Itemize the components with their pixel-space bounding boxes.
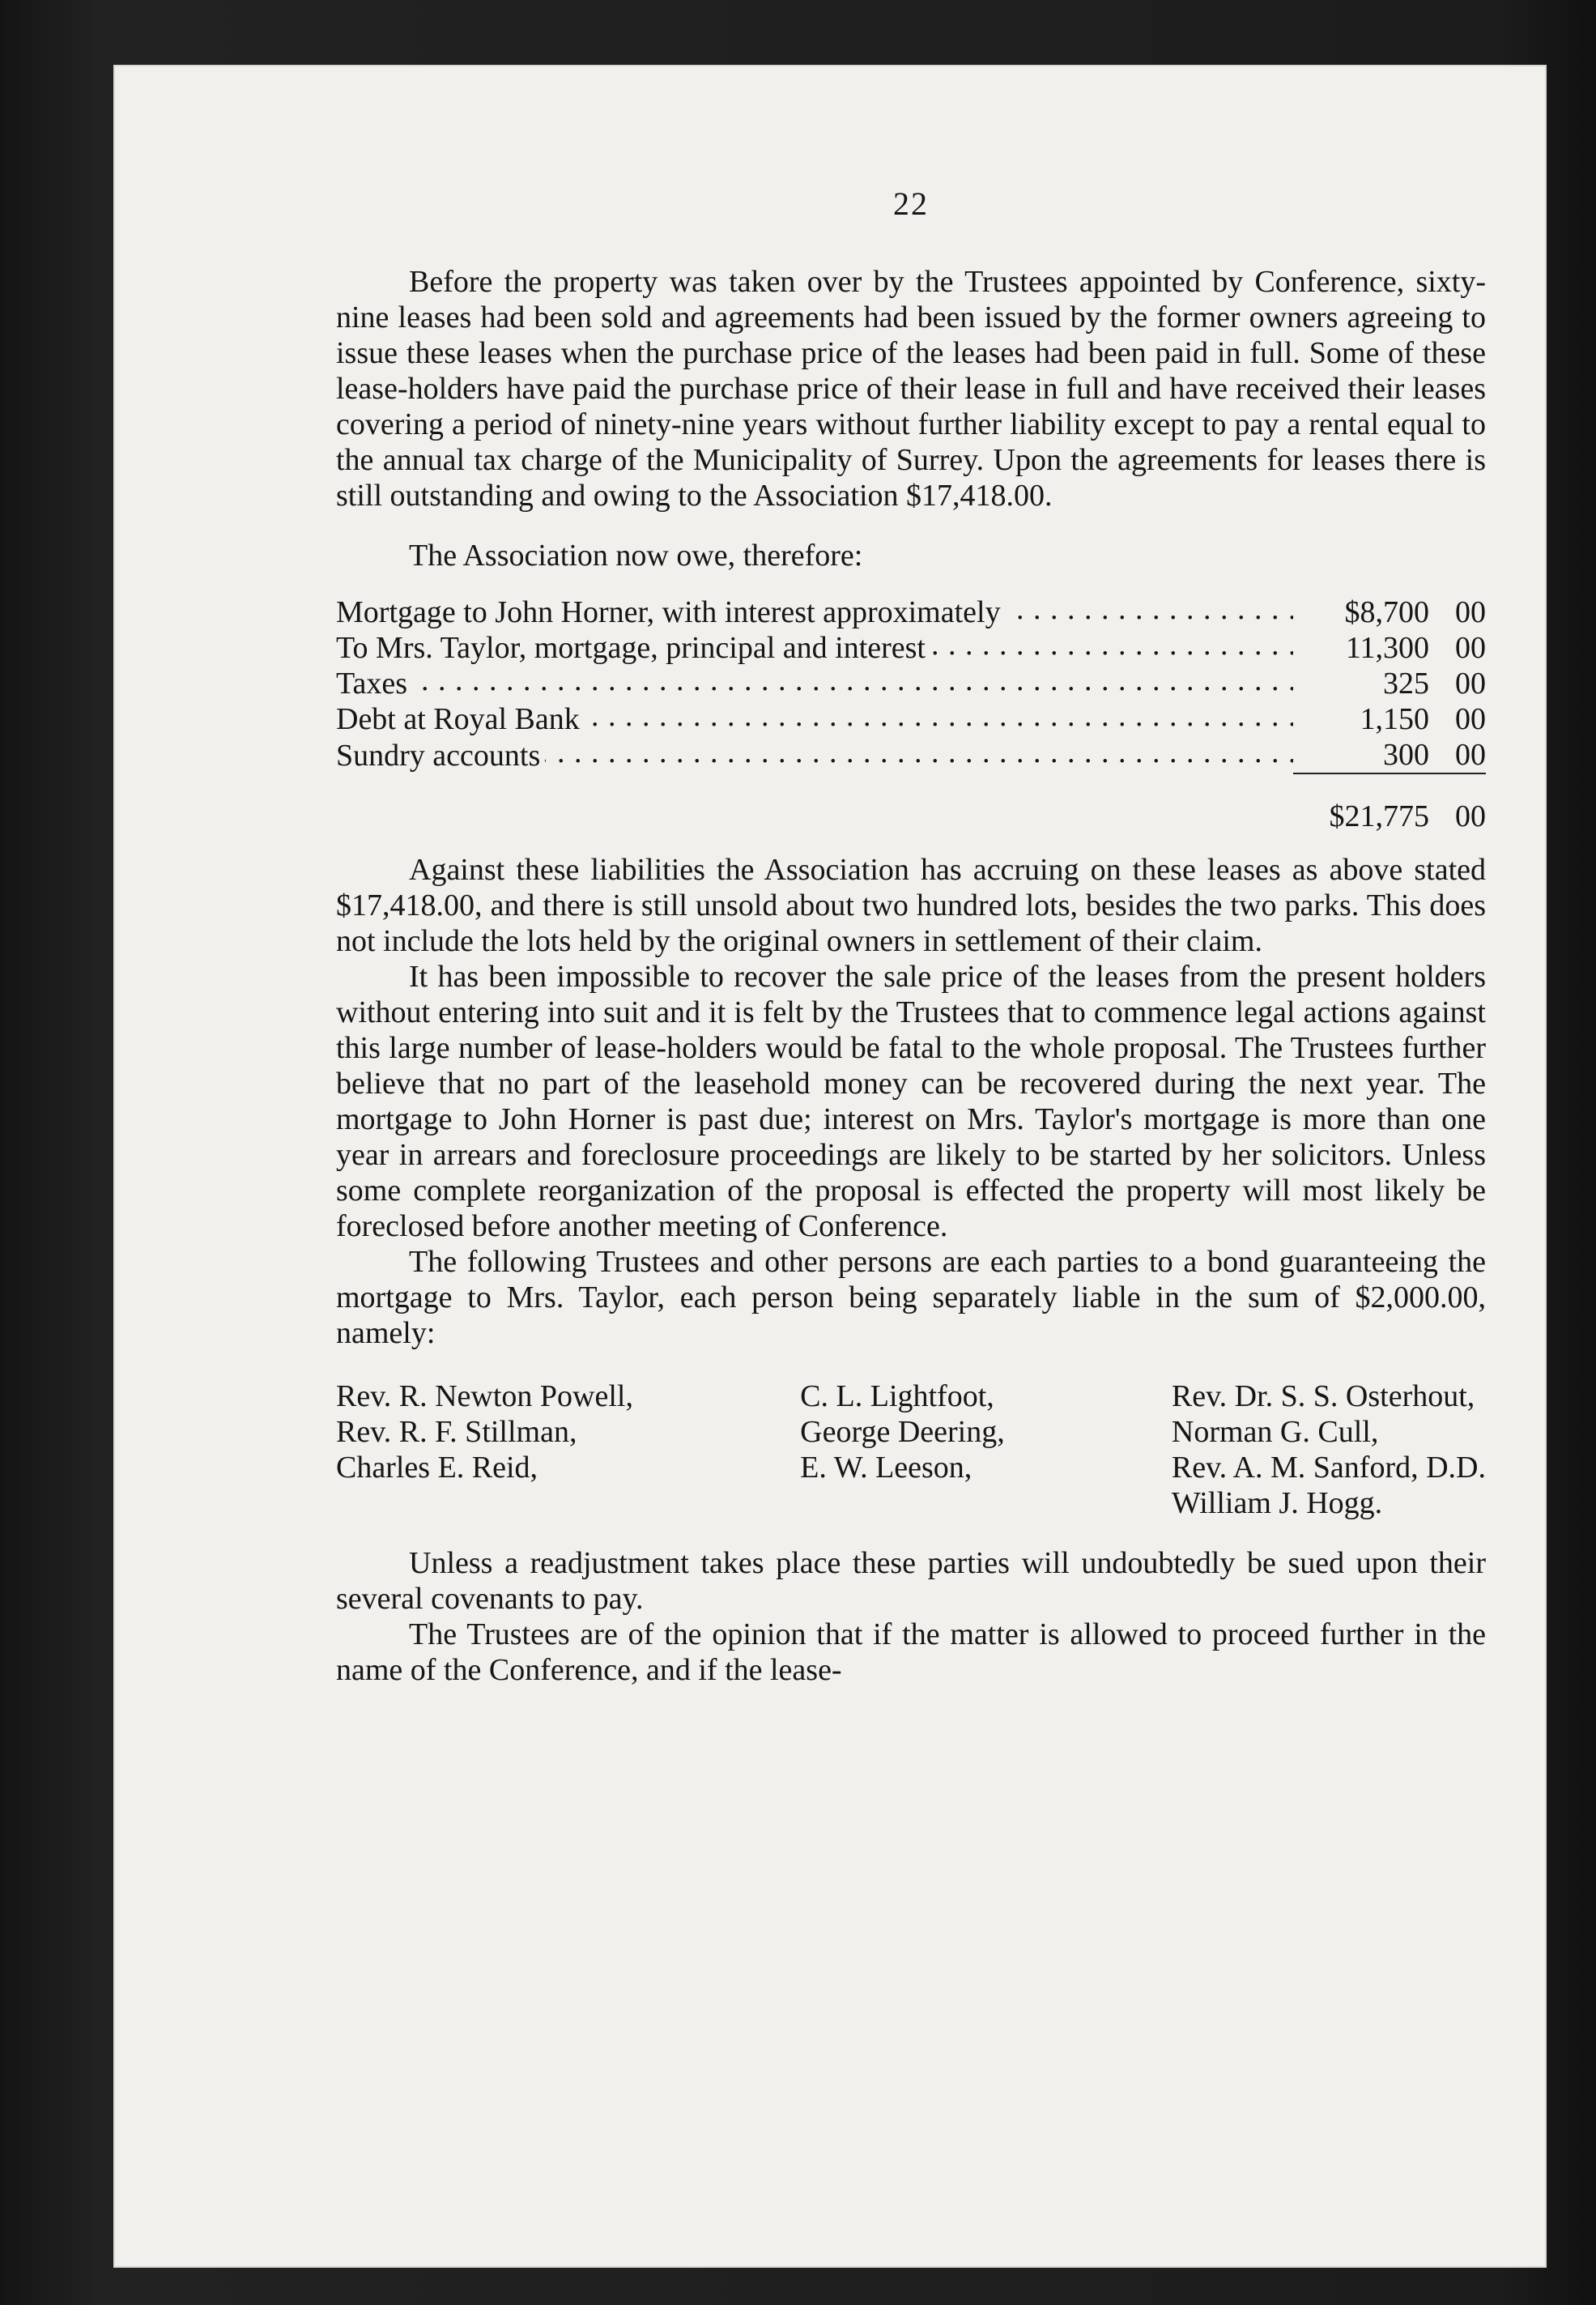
page-content bbox=[336, 186, 1486, 1688]
liability-dollars: $8,700 bbox=[1344, 595, 1429, 629]
guarantor-name: Rev. R. F. Stillman, bbox=[336, 1415, 577, 1449]
guarantor-column bbox=[1172, 1378, 1486, 1521]
liability-label: Sundry accounts bbox=[336, 739, 545, 773]
liability-row bbox=[336, 701, 1486, 737]
guarantor-name: E. W. Leeson, bbox=[800, 1451, 972, 1485]
liability-label: To Mrs. Taylor, mortgage, principal and interest bbox=[336, 631, 930, 665]
guarantor-name: Norman G. Cull, bbox=[1171, 1415, 1379, 1449]
total-row bbox=[336, 794, 1486, 834]
paragraph-liabilities-intro: The Association now owe, therefore: bbox=[409, 539, 863, 573]
liability-row bbox=[336, 737, 1486, 773]
liability-dollars: 1,150 bbox=[1360, 702, 1429, 736]
guarantor-name: Rev. Dr. S. S. Osterhout, bbox=[1171, 1379, 1475, 1413]
guarantor-column bbox=[800, 1378, 1005, 1521]
liability-cents: 00 bbox=[1455, 702, 1486, 736]
total-cents: 00 bbox=[1455, 799, 1486, 833]
guarantor-list bbox=[336, 1378, 1486, 1521]
guarantor-name: Rev. R. Newton Powell, bbox=[336, 1379, 633, 1413]
liabilities-table bbox=[336, 594, 1486, 834]
liability-cents: 00 bbox=[1455, 595, 1486, 629]
total-rule bbox=[336, 773, 1486, 794]
liability-label: Debt at Royal Bank bbox=[336, 702, 585, 736]
guarantor-name: George Deering, bbox=[800, 1415, 1005, 1449]
guarantor-name: Rev. A. M. Sanford, D.D. bbox=[1171, 1451, 1486, 1485]
liability-row bbox=[336, 630, 1486, 666]
liability-dollars: 325 bbox=[1383, 667, 1429, 701]
document-page bbox=[113, 65, 1547, 2268]
guarantor-name: William J. Hogg. bbox=[1171, 1486, 1383, 1520]
total-dollars: $21,775 bbox=[1329, 799, 1429, 833]
paragraph-assets: Against these liabilities the Association has accruing on these leases as above stated $17,418.00, and there is still unsold about two hundred lots, besides the two parks. This does not include the lots held by the original owners in settlement of their claim. bbox=[336, 853, 1486, 958]
liability-dollars: 300 bbox=[1383, 738, 1429, 772]
liability-dollars: 11,300 bbox=[1345, 631, 1429, 665]
paragraph-bond: The following Trustees and other persons are each parties to a bond guaranteeing the mortgage to Mrs. Taylor, each person being separately liable in the sum of $2,000.00, namely: bbox=[336, 1245, 1486, 1350]
liability-label: Mortgage to John Horner, with interest approximately bbox=[336, 595, 1006, 629]
paragraph-lease-history: Before the property was taken over by the Trustees appointed by Conference, sixty-nine leases had been sold and agreements had been issued by the former owners agreeing to issue these leases when the purchase price of the leases had been paid in full. Some of these lease-holders have paid the purchase price of their lease in full and have received their leases covering a period of ninety-nine years without further liability except to pay a rental equal to the annual tax charge of the Municipality of Surrey. Upon the agreements for leases there is still outstanding and owing to the Association $17,418.00. bbox=[336, 265, 1486, 513]
guarantor-name: Charles E. Reid, bbox=[336, 1451, 538, 1485]
liability-row bbox=[336, 594, 1486, 630]
paragraph-opinion: The Trustees are of the opinion that if the matter is allowed to proceed further in the name of the Conference, and if the lease- bbox=[336, 1617, 1486, 1687]
liability-label: Taxes bbox=[336, 667, 412, 701]
guarantor-name: C. L. Lightfoot, bbox=[800, 1379, 994, 1413]
liability-cents: 00 bbox=[1455, 631, 1486, 665]
page-number: 22 bbox=[893, 185, 929, 222]
guarantor-column bbox=[336, 1378, 633, 1521]
liability-row bbox=[336, 666, 1486, 701]
paragraph-recovery: It has been impossible to recover the sale price of the leases from the present holders without entering into suit and it is felt by the Trustees that to commence legal actions against this large number of lease-holders would be fatal to the whole proposal. The Trustees further believe that no part of the leasehold money can be recovered during the next year. The mortgage to John Horner is past due; interest on Mrs. Taylor's mortgage is more than one year in arrears and foreclosure proceedings are likely to be started by her solicitors. Unless some complete reorganization of the proposal is effected the property will most likely be foreclosed before another meeting of Conference. bbox=[336, 960, 1486, 1243]
liability-cents: 00 bbox=[1455, 738, 1486, 772]
liability-cents: 00 bbox=[1455, 667, 1486, 701]
paragraph-readjustment: Unless a readjustment takes place these parties will undoubtedly be sued upon their several covenants to pay. bbox=[336, 1546, 1486, 1616]
